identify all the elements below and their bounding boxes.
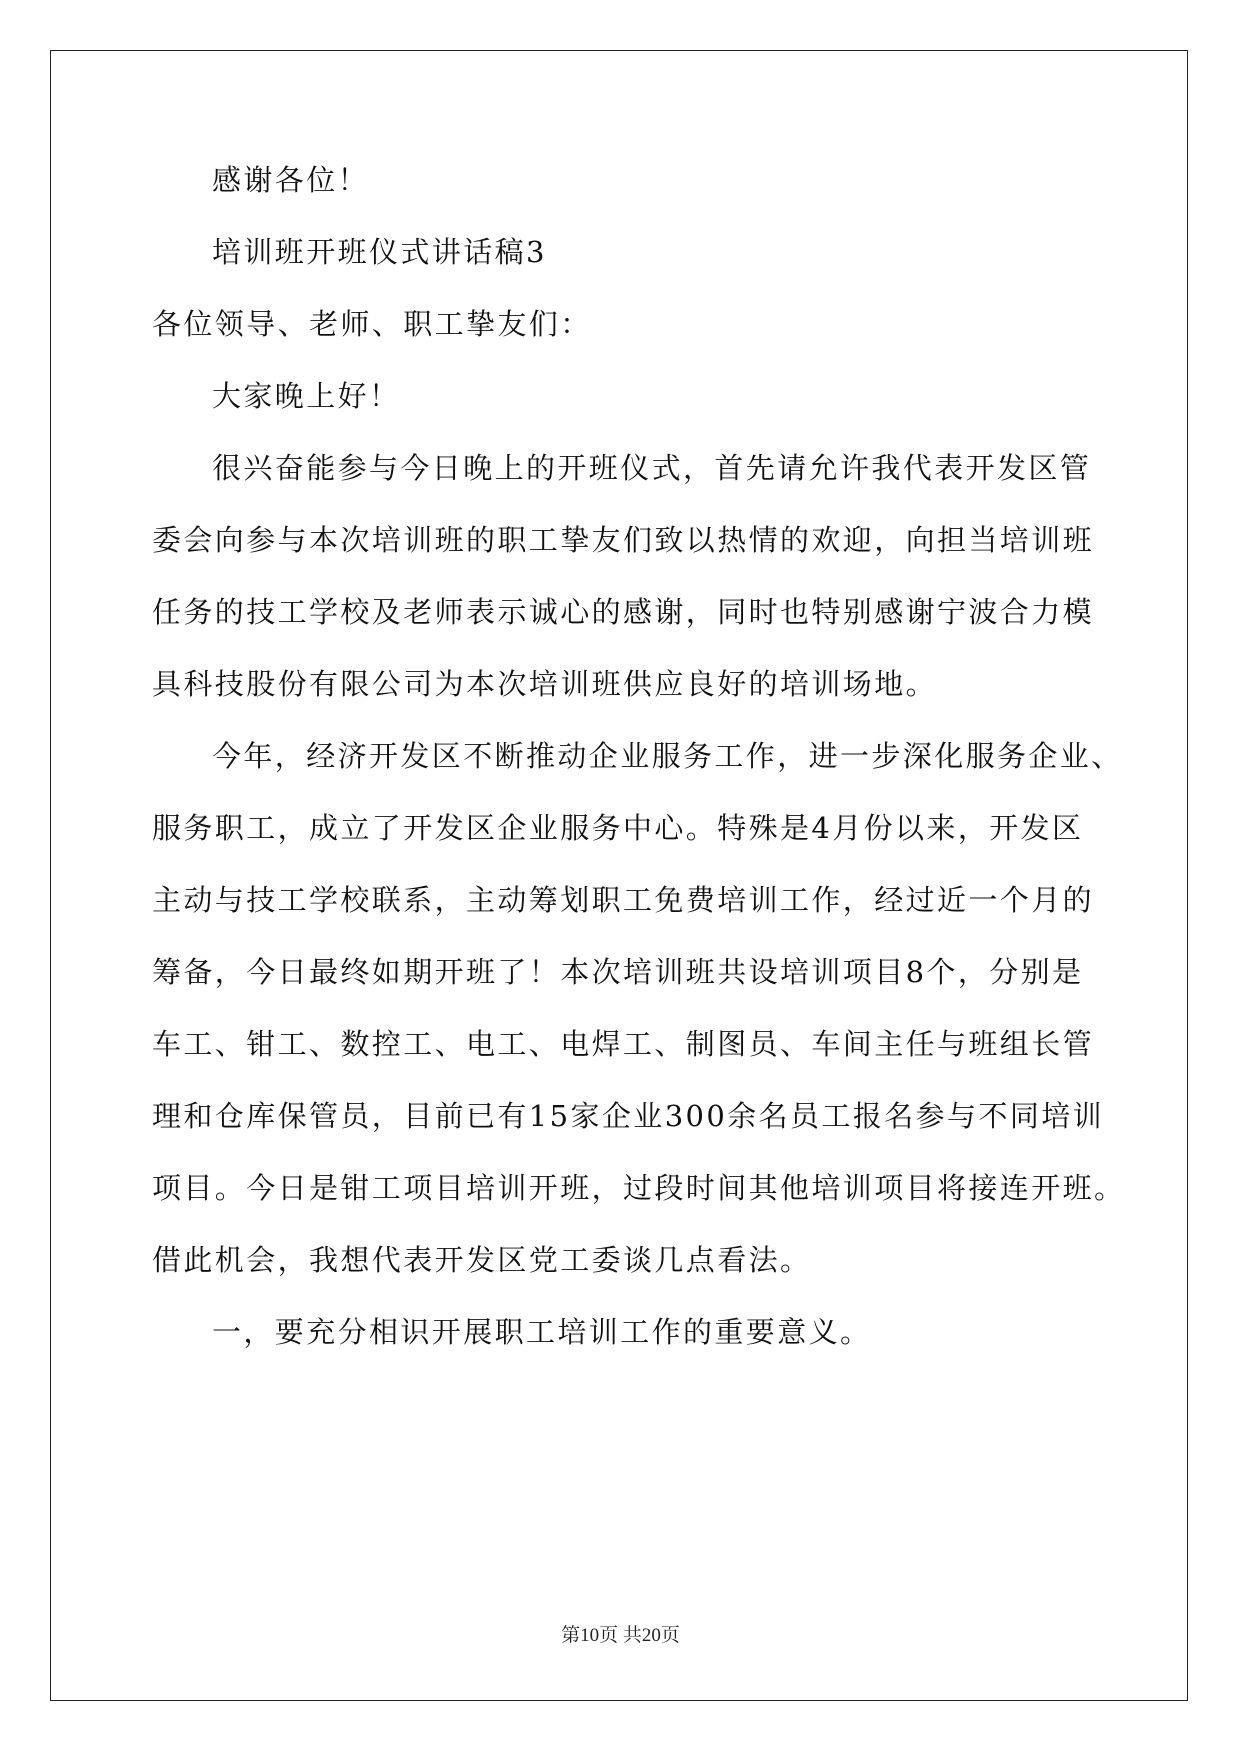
paragraph-1-line-3: 任务的技工学校及老师表示诚心的感谢，同时也特别感谢宁波合力模 <box>152 595 1095 629</box>
salutation: 各位领导、老师、职工挚友们： <box>152 307 592 341</box>
page-number-footer: 第10页 共20页 <box>561 1625 680 1646</box>
paragraph-2-line-3: 主动与技工学校联系，主动筹划职工免费培训工作，经过近一个月的 <box>152 883 1095 917</box>
paragraph-1-line-4: 具科技股份有限公司为本次培训班供应良好的培训场地。 <box>152 667 938 701</box>
paragraph-2-line-4: 筹备，今日最终如期开班了！本次培训班共设培训项目8个，分别是 <box>152 955 1084 989</box>
closing-line: 感谢各位！ <box>212 163 370 197</box>
paragraph-2-line-6: 理和仓库保管员，目前已有15家企业300余名员工报名参与不同培训 <box>152 1099 1105 1133</box>
paragraph-2-line-1: 今年，经济开发区不断推动企业服务工作，进一步深化服务企业、 <box>212 739 1123 773</box>
greeting: 大家晚上好！ <box>212 379 401 413</box>
section-title: 培训班开班仪式讲话稿3 <box>212 235 547 269</box>
paragraph-1-line-1: 很兴奋能参与今日晚上的开班仪式，首先请允许我代表开发区管 <box>212 451 1092 485</box>
page-border <box>50 50 1188 1701</box>
paragraph-2-line-7: 项目。今日是钳工项目培训开班，过段时间其他培训项目将接连开班。 <box>152 1171 1126 1205</box>
paragraph-2-line-8: 借此机会，我想代表开发区党工委谈几点看法。 <box>152 1243 812 1277</box>
paragraph-2-line-2: 服务职工，成立了开发区企业服务中心。特殊是4月份以来，开发区 <box>152 811 1084 845</box>
paragraph-2-line-5: 车工、钳工、数控工、电工、电焊工、制图员、车间主任与班组长管 <box>152 1027 1095 1061</box>
point-heading-1: 一，要充分相识开展职工培训工作的重要意义。 <box>212 1315 872 1349</box>
paragraph-1-line-2: 委会向参与本次培训班的职工挚友们致以热情的欢迎，向担当培训班 <box>152 523 1095 557</box>
